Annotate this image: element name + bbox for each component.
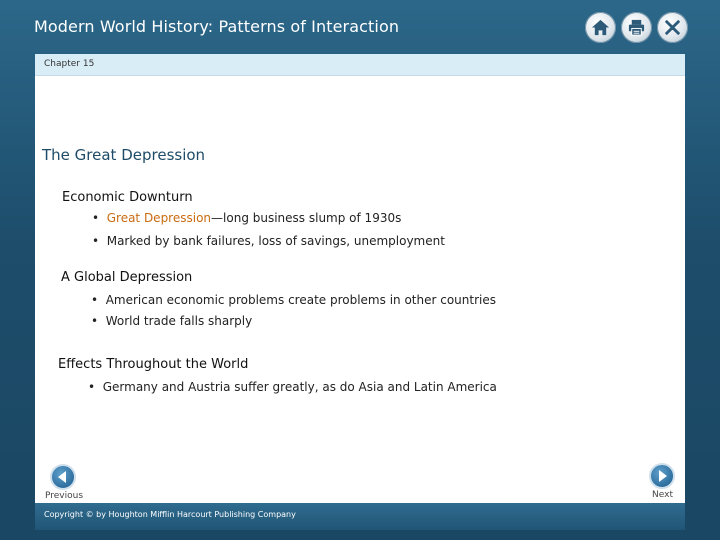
bullet-icon: •: [88, 380, 96, 394]
print-button[interactable]: [621, 12, 652, 43]
chapter-label: Chapter 15: [44, 59, 95, 69]
home-icon: [591, 18, 610, 37]
close-icon: [663, 18, 682, 37]
copyright-text: Copyright © by Houghton Mifflin Harcourt Publishing Company: [44, 510, 296, 519]
bullet-icon: •: [91, 314, 99, 328]
slide-title: The Great Depression: [42, 146, 206, 164]
app-title: Modern World History: Patterns of Interaction: [34, 17, 400, 36]
bullet-item: [91, 314, 252, 328]
bullet-highlight-term: Great Depression: [106, 211, 212, 225]
bullet-item: [88, 380, 497, 394]
bullet-icon: •: [91, 293, 99, 307]
previous-button[interactable]: [50, 464, 76, 490]
bullet-text: World trade falls sharply: [105, 314, 253, 328]
bullet-icon: •: [92, 211, 100, 225]
bullet-text: Marked by bank failures, loss of savings, unemployment: [106, 234, 445, 248]
bullet-text: American economic problems create problems in other countries: [105, 293, 496, 307]
print-icon: [627, 18, 646, 37]
section-heading: Effects Throughout the World: [58, 357, 249, 372]
bullet-icon: •: [92, 234, 100, 248]
close-button[interactable]: [657, 12, 688, 43]
next-label[interactable]: Next: [652, 490, 673, 500]
footer-bar: [35, 503, 685, 530]
bullet-item: [92, 211, 401, 225]
bullet-text: Germany and Austria suffer greatly, as do Asia and Latin America: [102, 380, 497, 394]
previous-label[interactable]: Previous: [45, 491, 84, 501]
section-heading: Economic Downturn: [62, 190, 193, 205]
arrow-right-icon: [651, 465, 673, 487]
section-heading: A Global Depression: [61, 270, 193, 285]
bullet-text: —long business slump of 1930s: [211, 211, 402, 225]
arrow-left-icon: [52, 466, 74, 488]
bullet-item: [92, 234, 445, 248]
home-button[interactable]: [585, 12, 616, 43]
next-button[interactable]: [649, 463, 675, 489]
chapter-bar: [35, 54, 685, 76]
bullet-item: [91, 293, 496, 307]
